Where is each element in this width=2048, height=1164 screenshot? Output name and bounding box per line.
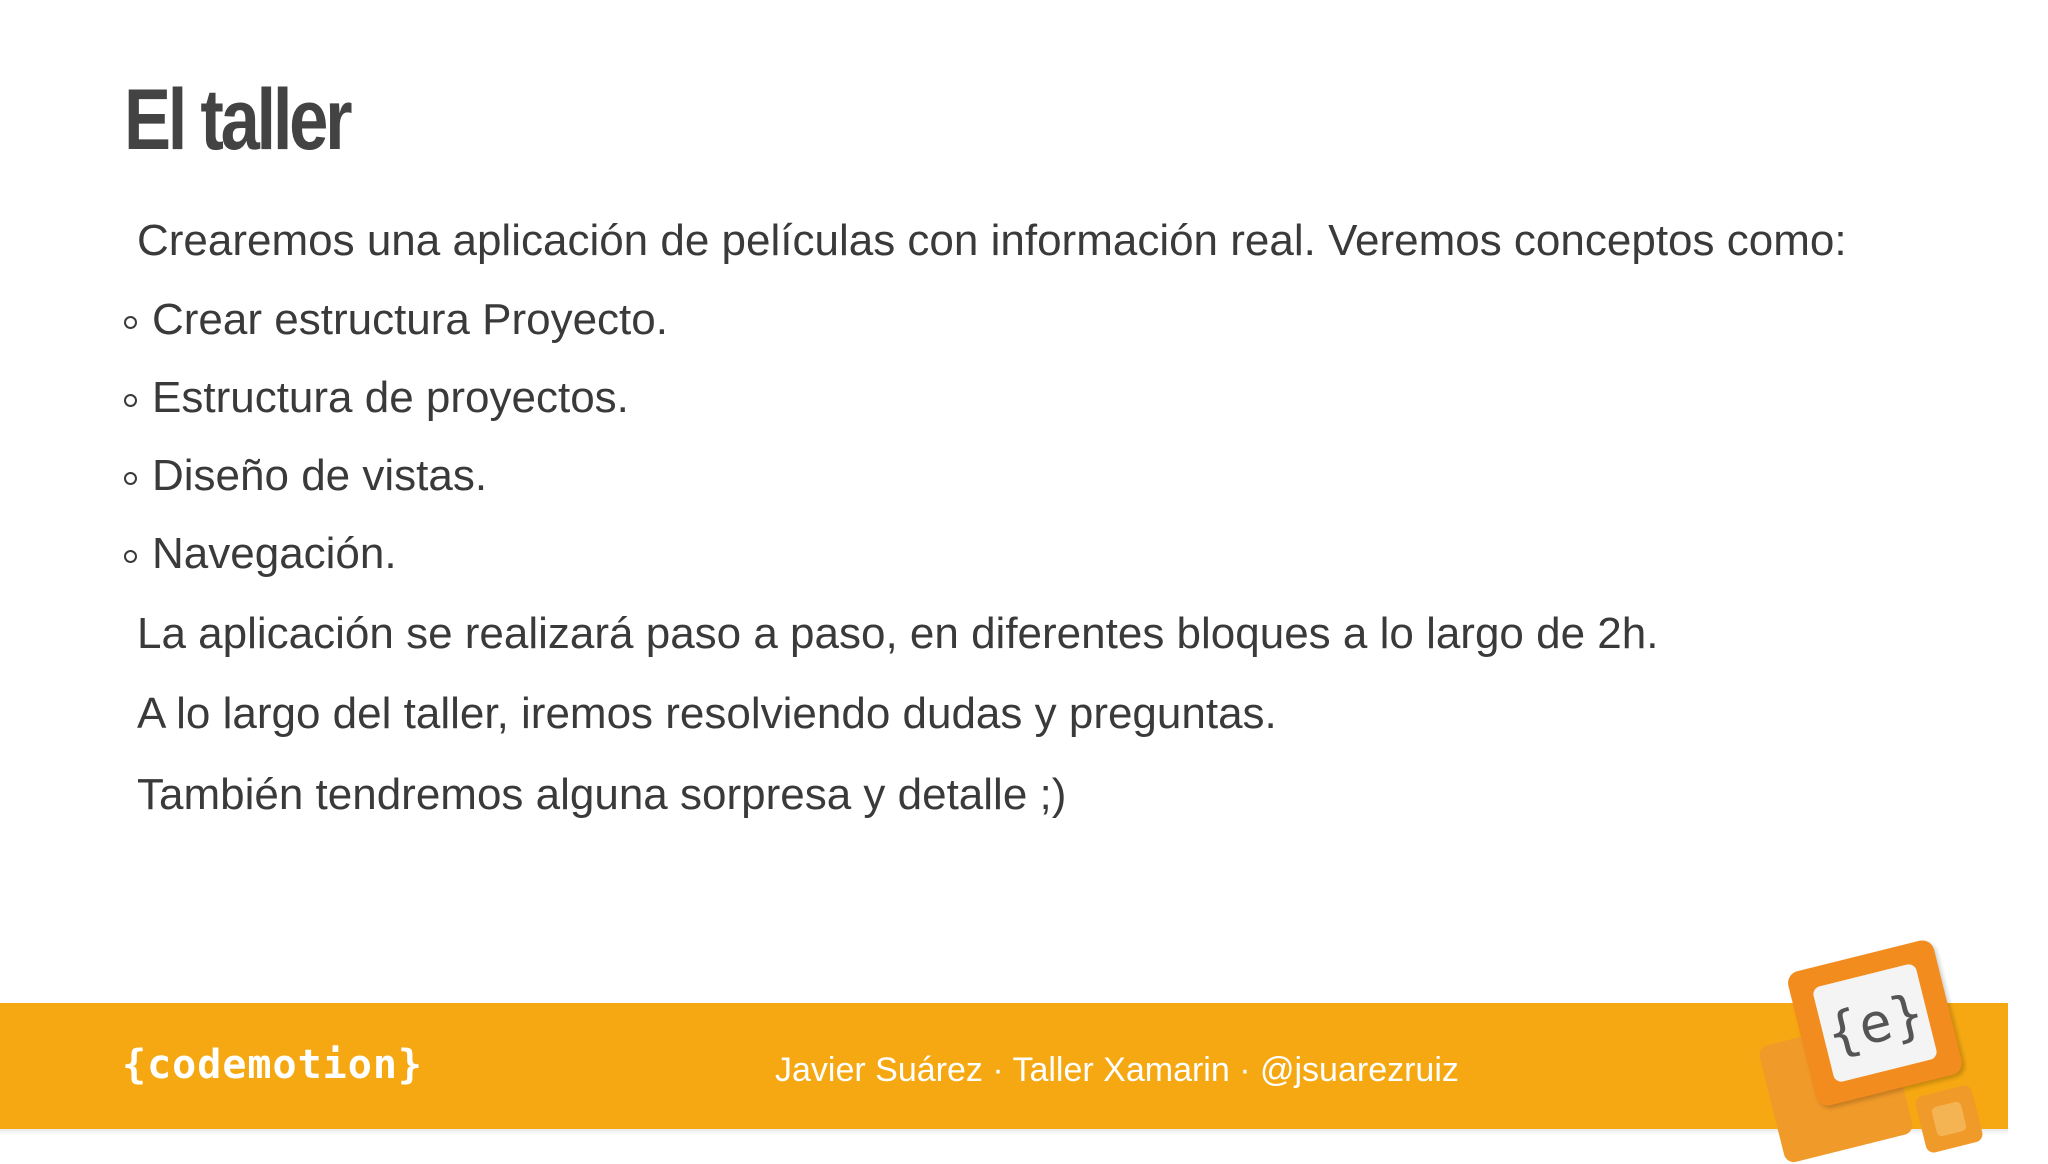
codemotion-logo: {codemotion} — [122, 1042, 423, 1088]
bullet-label: Estructura de proyectos. — [152, 373, 629, 422]
footer-shadow — [0, 1129, 2008, 1135]
bullet-label: Navegación. — [152, 529, 397, 578]
paragraph: También tendremos alguna sorpresa y detalle ;) — [137, 770, 1067, 819]
codemotion-badge-icon — [1770, 938, 1990, 1158]
badge-front-shape — [1786, 938, 1965, 1108]
paragraph: La aplicación se realizará paso a paso, en diferentes bloques a lo largo de 2h. — [137, 609, 1659, 658]
intro-text: Crearemos una aplicación de películas con información real. Veremos conceptos como: — [137, 216, 1847, 265]
badge-label: {e} — [1812, 963, 1939, 1084]
bullet-icon — [124, 472, 137, 485]
badge-small-shape — [1914, 1084, 1984, 1154]
badge-small-inner — [1931, 1101, 1967, 1137]
bullet-item — [124, 294, 2048, 346]
footer-text: Javier Suárez · Taller Xamarin · @jsuarezruiz — [775, 1051, 1459, 1089]
bullet-item — [124, 528, 2048, 580]
paragraph: A lo largo del taller, iremos resolviendo dudas y preguntas. — [137, 689, 1277, 738]
bullet-label: Crear estructura Proyecto. — [152, 295, 668, 344]
bullet-icon — [124, 316, 137, 329]
bullet-icon — [124, 550, 137, 563]
bullet-label: Diseño de vistas. — [152, 451, 488, 500]
slide-title: El taller — [124, 72, 350, 168]
bullet-icon — [124, 394, 137, 407]
bullet-item — [124, 450, 2048, 502]
bullet-item — [124, 372, 2048, 424]
